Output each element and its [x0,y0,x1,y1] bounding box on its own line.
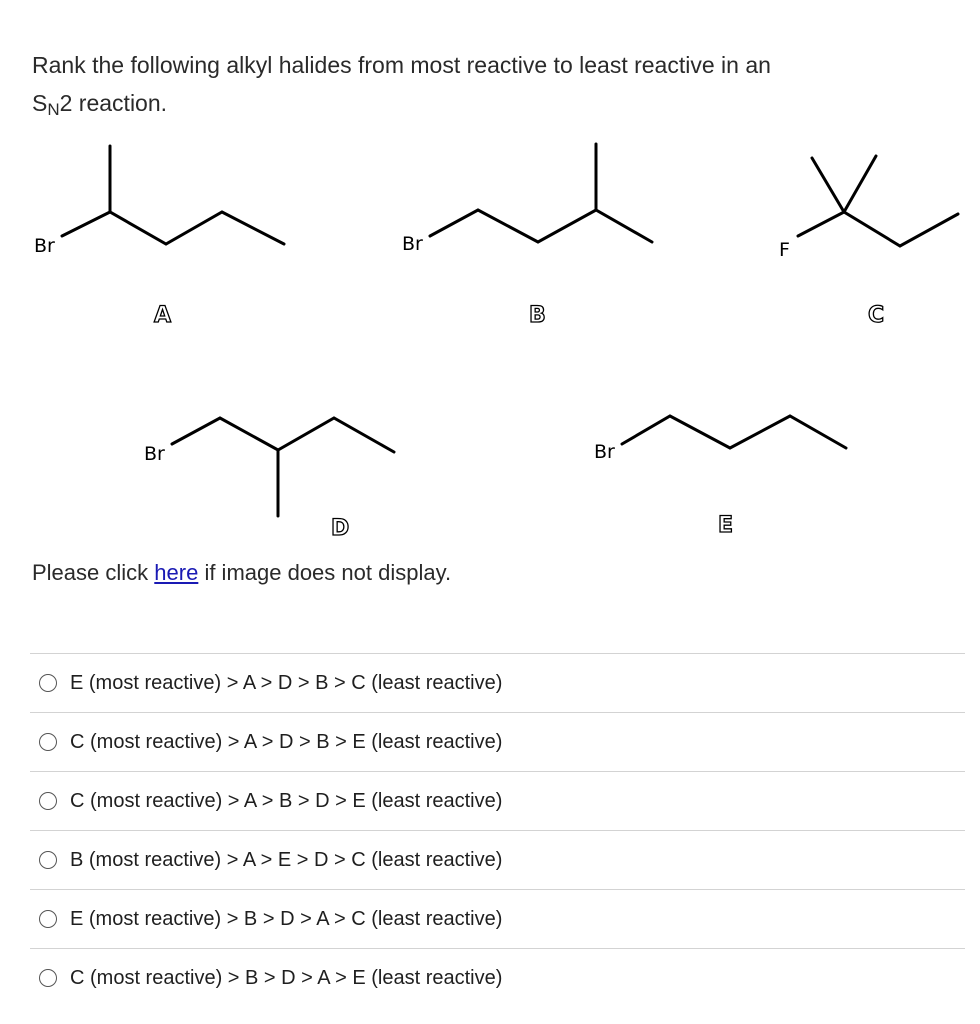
structure-b-letter: B [529,303,546,328]
answer-option[interactable] [30,889,965,948]
structure-d-letter: D [331,516,350,541]
answer-option[interactable] [30,653,965,712]
structure-c-methyl-1 [812,158,844,212]
sn-symbol: S [32,90,48,116]
option-label: C (most reactive) > B > D > A > E (least reactive) [70,966,503,989]
structure-c-letter: C [868,303,885,328]
structure-c [779,156,958,328]
question-text [32,46,932,129]
answer-option[interactable] [30,771,965,830]
structures-svg [0,130,980,550]
structure-a-letter: A [154,303,172,328]
structure-d-br-label: Br [144,443,165,465]
question-prefix: Rank the following alkyl halides from most reactive to least reactive in an [32,52,771,78]
radio-button[interactable] [39,851,57,869]
structure-e [594,416,846,538]
option-label: C (most reactive) > A > B > D > E (least reactive) [70,789,503,812]
option-label: E (most reactive) > A > D > B > C (least reactive) [70,671,503,694]
alkyl-halides-figure [0,130,980,550]
structure-b-br-label: Br [402,233,423,255]
radio-button[interactable] [39,969,57,987]
answer-option[interactable] [30,712,965,771]
option-label: C (most reactive) > A > D > B > E (least reactive) [70,730,503,753]
radio-button[interactable] [39,674,57,692]
structure-c-methyl-2 [844,156,876,212]
sn-subscript: N [47,100,60,119]
radio-button[interactable] [39,910,57,928]
radio-button[interactable] [39,733,57,751]
here-link[interactable]: here [154,560,199,585]
structure-a [34,146,284,328]
structure-e-letter: E [718,513,734,538]
option-label: B (most reactive) > A > E > D > C (least reactive) [70,848,503,871]
click-prefix: Please click [32,560,155,585]
question-suffix: 2 reaction. [59,90,168,116]
structure-c-chain [798,212,958,246]
structure-b-chain [430,210,652,242]
answer-option[interactable] [30,830,965,889]
structure-c-f-label: F [779,239,790,261]
structure-a-chain [62,212,284,244]
click-suffix: if image does not display. [198,560,452,585]
structure-a-br-label: Br [34,235,55,257]
radio-button[interactable] [39,792,57,810]
answer-option[interactable] [30,948,965,1007]
structure-b [402,144,652,328]
structure-e-chain [622,416,846,448]
answer-options [30,653,965,1007]
structure-e-br-label: Br [594,441,615,463]
structure-d [144,418,394,541]
option-label: E (most reactive) > B > D > A > C (least reactive) [70,907,503,930]
structure-d-chain [172,418,394,452]
image-fallback-line [32,560,451,586]
